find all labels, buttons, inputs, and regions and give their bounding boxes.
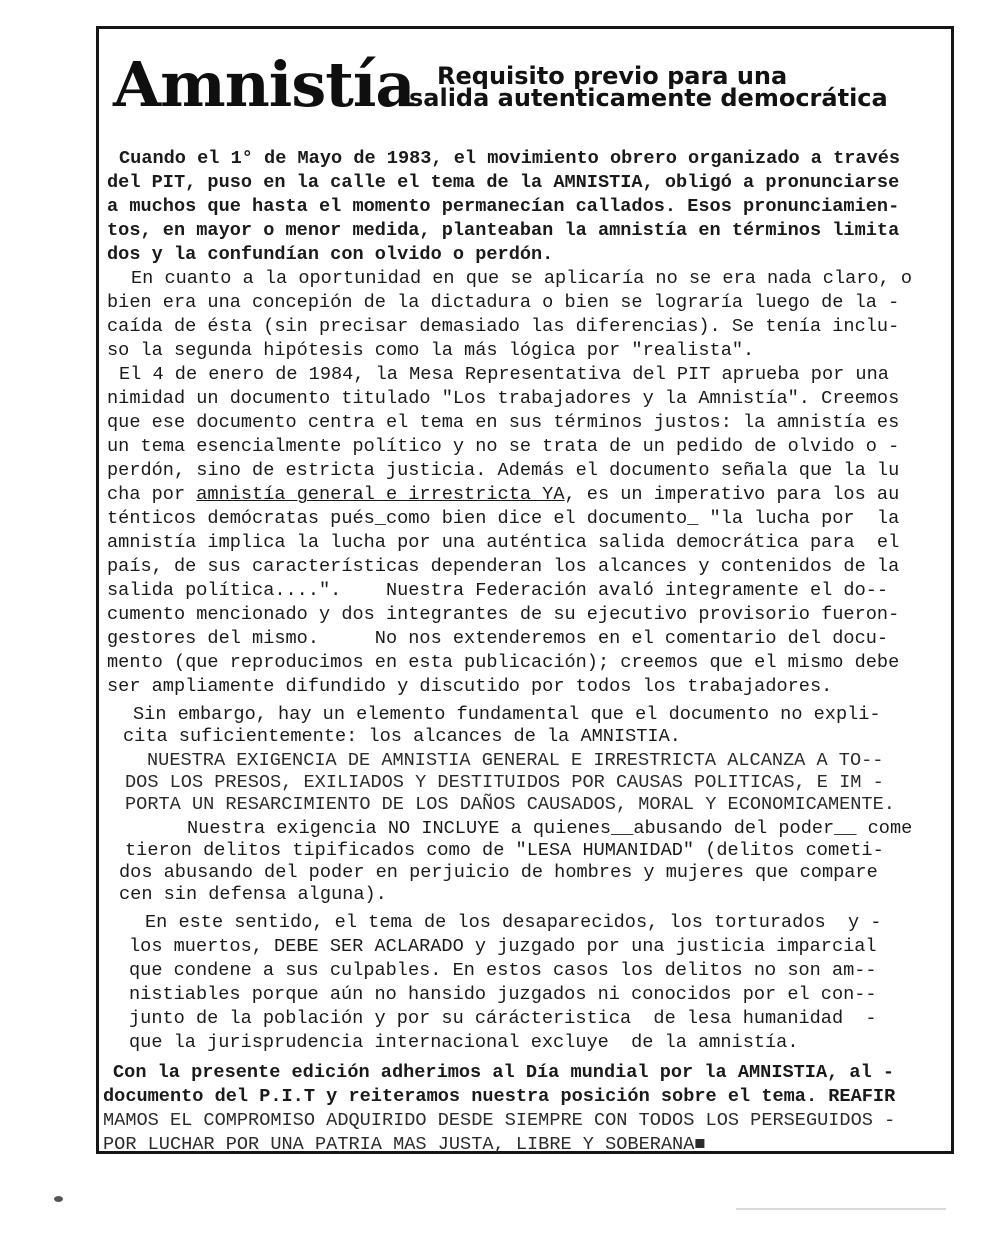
paragraph-3-line: El 4 de enero de 1984, la Mesa Representativa del PIT aprueba por una [119, 364, 889, 385]
paragraph-1-line: dos y la confundían con olvido o perdón. [107, 244, 554, 265]
paragraph-5-line: DOS LOS PRESOS, EXILIADOS Y DESTITUIDOS POR CAUSAS POLITICAS, E IM - [125, 772, 884, 793]
paragraph-8-line: documento del P.I.T y reiteramos nuestra posición sobre el tema. REAFIR [103, 1086, 896, 1107]
paragraph-2-line: caída de ésta (sin precisar demasiado las diferencias). Se tenía inclu- [107, 316, 900, 337]
paragraph-6-line: tieron delitos tipificados como de "LESA HUMANIDAD" (delitos cometi- [125, 840, 884, 861]
paragraph-4-line: cita suficientemente: los alcances de la AMNISTIA. [123, 726, 681, 747]
line-start: cha por [107, 484, 197, 505]
paragraph-3-line: ténticos demócratas pués_como bien dice el documento_ "la lucha por la [107, 508, 900, 529]
paragraph-5-line: PORTA UN RESARCIMIENTO DE LOS DAÑOS CAUSADOS, MORAL Y ECONOMICAMENTE. [125, 794, 895, 815]
paragraph-7-line: los muertos, DEBE SER ACLARADO y juzgado por una justicia imparcial [129, 936, 877, 957]
paragraph-5-line: NUESTRA EXIGENCIA DE AMNISTIA GENERAL E IRRESTRICTA ALCANZA A TO-- [147, 750, 884, 771]
paragraph-6-line: Nuestra exigencia NO INCLUYE a quienes__abusando del poder__ come [187, 818, 913, 839]
paragraph-3-line: que ese documento centra el tema en sus términos justos: la amnistía es [107, 412, 900, 433]
paragraph-3-line: perdón, sino de estricta justicia. Además el documento señala que la lu [107, 460, 900, 481]
paragraph-8-line: POR LUCHAR POR UNA PATRIA MAS JUSTA, LIBRE Y SOBERANA■ [103, 1134, 706, 1155]
underlined-phrase: amnistía general e irrestricta YA [196, 484, 565, 505]
paragraph-6-line: dos abusando del poder en perjuicio de hombres y mujeres que compare [119, 862, 878, 883]
paragraph-7-line: que condene a sus culpables. En estos casos los delitos no son am-- [129, 960, 877, 981]
paragraph-4-line: Sin embargo, hay un elemento fundamental que el documento no expli- [133, 704, 881, 725]
paragraph-3-line: amnistía implica la lucha por una auténtica salida democrática para el [107, 532, 900, 553]
paragraph-2-line: so la segunda hipótesis como la más lógica por "realista". [107, 340, 755, 361]
paragraph-3-line: mento (que reproducimos en esta publicación); creemos que el mismo debe [107, 652, 900, 673]
paragraph-8-line: MAMOS EL COMPROMISO ADQUIRIDO DESDE SIEMPRE CON TODOS LOS PERSEGUIDOS - [103, 1110, 896, 1131]
paragraph-6-line: cen sin defensa alguna). [119, 884, 387, 905]
paragraph-3-line: país, de sus características dependeran los alcances y contenidos de la [107, 556, 900, 577]
paragraph-1-line: Cuando el 1° de Mayo de 1983, el movimiento obrero organizado a través [119, 148, 901, 169]
article-title: Amnistía [113, 48, 415, 121]
article-subtitle [409, 62, 888, 112]
paragraph-3-line: gestores del mismo. No nos extenderemos en el comentario del docu- [107, 628, 889, 649]
line-end: , es un imperativo para los au [564, 484, 900, 505]
paper-speck [54, 1196, 63, 1202]
paragraph-7-line: junto de la población y por su cárácteristica de lesa humanidad - [129, 1008, 877, 1029]
paragraph-3-line: ser ampliamente difundido y discutido por todos los trabajadores. [107, 676, 833, 697]
article-frame [96, 26, 954, 1154]
paragraph-1-line: del PIT, puso en la calle el tema de la AMNISTIA, obligó a pronunciarse [107, 172, 900, 193]
subtitle-line-1: Requisito previo para una [437, 62, 788, 90]
paragraph-1-line: a muchos que hasta el momento permanecían callados. Esos pronunciamien- [107, 196, 900, 217]
paragraph-7-line: que la jurisprudencia internacional excluye de la amnistía. [129, 1032, 799, 1053]
paragraph-2-line: En cuanto a la oportunidad en que se aplicaría no se era nada claro, o [131, 268, 913, 289]
paragraph-1-line: tos, en mayor o menor medida, planteaban la amnistía en términos limita [107, 220, 900, 241]
paragraph-7-line: nistiables porque aún no hansido juzgados ni conocidos por el con-- [129, 984, 877, 1005]
paragraph-3-line: cumento mencionado y dos integrantes de su ejecutivo provisorio fueron- [107, 604, 900, 625]
paragraph-2-line: bien era una concepión de la dictadura o bien se lograría luego de la - [107, 292, 900, 313]
paragraph-3-line [107, 483, 899, 507]
article-header [113, 43, 943, 133]
paragraph-3-line: nimidad un documento titulado "Los trabajadores y la Amnistía". Creemos [107, 388, 900, 409]
paragraph-7-line: En este sentido, el tema de los desaparecidos, los torturados y - [145, 912, 882, 933]
paper-edge-mark [736, 1208, 946, 1210]
subtitle-line-2: salida autenticamente democrática [409, 84, 888, 112]
paragraph-3-line: salida política....". Nuestra Federación avaló integramente el do-- [107, 580, 889, 601]
paragraph-8-line: Con la presente edición adherimos al Día mundial por la AMNISTIA, al - [113, 1062, 895, 1083]
paragraph-3-line: un tema esencialmente político y no se trata de un pedido de olvido o - [107, 436, 900, 457]
